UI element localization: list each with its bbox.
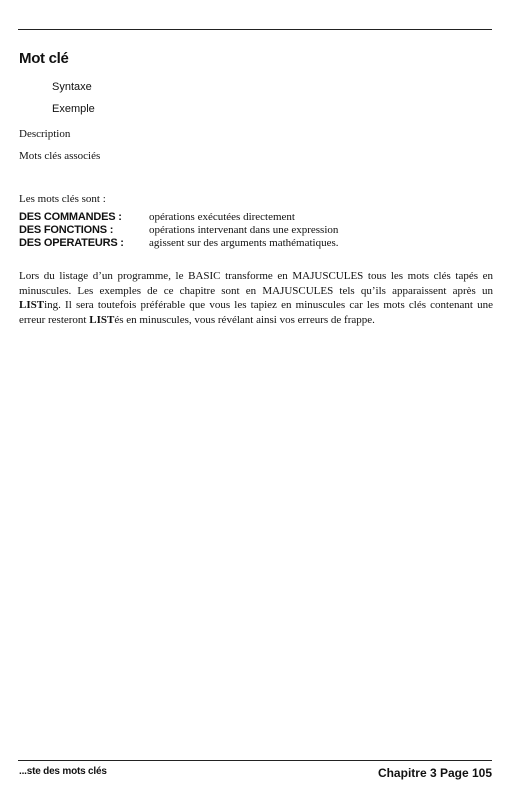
keywords-intro: Les mots clés sont : <box>19 193 106 205</box>
keyword-type-term: DES COMMANDES : <box>19 211 122 223</box>
paragraph-text: ing. Il sera toutefois préférable que vous les tapiez en minuscules car les mots clés contenant une erreur resteront <box>19 299 493 326</box>
keyword-type-row <box>19 211 339 224</box>
page-number: Chapitre 3 Page 105 <box>377 766 492 780</box>
keyword-type-definition: opérations intervenant dans une expression <box>149 224 339 236</box>
body-paragraph <box>19 269 493 327</box>
associated-keywords-label: Mots clés associés <box>19 150 101 162</box>
bottom-rule <box>18 760 492 761</box>
keyword-type-row <box>19 224 339 237</box>
list-keyword: LIST <box>19 299 45 311</box>
example-label: Exemple <box>52 103 95 115</box>
description-label: Description <box>19 128 71 140</box>
keyword-type-definition: opérations exécutées directement <box>149 211 295 223</box>
paragraph-text: és en minuscules, vous révélant ainsi vos erreurs de frappe. <box>114 313 375 326</box>
paragraph-text: Lors du listage d’un programme, le BASIC transforme en MAJUSCULES tous les mots clés tapés en minuscules. Les exemples de ce chapitre sont en MAJUSCULES tels qu’ils apparaissent après un <box>19 270 493 297</box>
footer-section-title: ...ste des mots clés <box>19 766 107 777</box>
page-title: Mot clé <box>19 50 69 67</box>
keyword-types-list <box>19 211 339 250</box>
top-rule <box>18 29 492 30</box>
keyword-type-row <box>19 237 339 250</box>
syntax-label: Syntaxe <box>52 81 92 93</box>
list-keyword: LIST <box>89 313 115 326</box>
keyword-type-definition: agissent sur des arguments mathématiques. <box>149 237 339 249</box>
keyword-type-term: DES FONCTIONS : <box>19 224 114 236</box>
keyword-type-term: DES OPERATEURS : <box>19 237 124 249</box>
